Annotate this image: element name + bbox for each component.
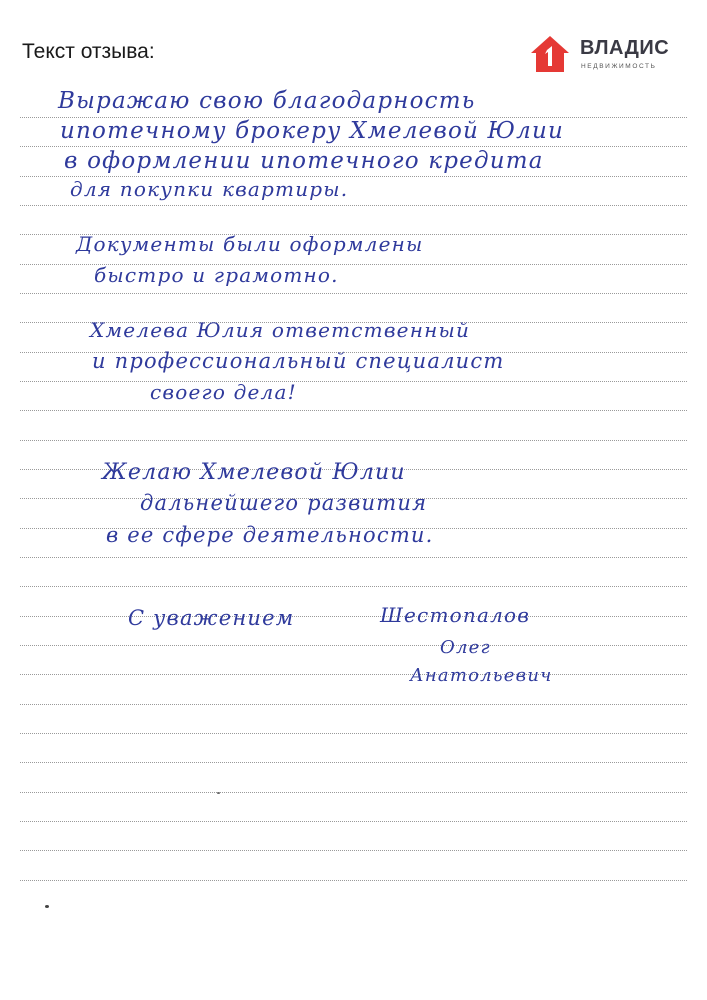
logo-name: ВЛАДИС <box>580 37 670 59</box>
ruled-line <box>20 733 687 734</box>
ruled-line <box>20 440 687 441</box>
ruled-line <box>20 557 687 558</box>
ruled-line <box>20 381 687 382</box>
ruled-line <box>20 792 687 793</box>
logo-subtitle: НЕДВИЖИМОСТЬ <box>581 63 657 70</box>
ruled-line <box>20 586 687 587</box>
handwritten-line: ипотечному брокеру Хмелевой Юлии <box>60 118 565 144</box>
ruled-line <box>20 880 687 881</box>
ruled-line <box>20 704 687 705</box>
ink-speck <box>217 792 220 794</box>
ruled-line <box>20 762 687 763</box>
ruled-line <box>20 821 687 822</box>
handwritten-line: в оформлении ипотечного кредита <box>64 148 544 174</box>
handwritten-line: своего дела! <box>150 380 297 404</box>
handwritten-line: быстро и грамотно. <box>94 263 339 287</box>
handwritten-line: Выражаю свою благодарность <box>58 88 476 114</box>
handwritten-line: дальнейшего развития <box>140 491 428 515</box>
ruled-line <box>20 146 687 147</box>
ruled-line <box>20 645 687 646</box>
signature-patronymic: Анатольевич <box>410 665 553 686</box>
ruled-line <box>20 293 687 294</box>
ruled-line <box>20 674 687 675</box>
signature-surname: Шестопалов <box>380 603 531 627</box>
ruled-line <box>20 410 687 411</box>
handwritten-line: Желаю Хмелевой Юлии <box>102 460 406 485</box>
ruled-line <box>20 205 687 206</box>
ruled-line <box>20 850 687 851</box>
handwritten-line: для покупки квартиры. <box>70 177 349 201</box>
signature-greeting: С уважением <box>128 606 295 630</box>
handwritten-line: Документы были оформлены <box>76 232 424 256</box>
handwritten-line: Хмелева Юлия ответственный <box>90 318 471 342</box>
handwritten-line: в ее сфере деятельности. <box>106 523 434 547</box>
ruled-line <box>20 616 687 617</box>
ink-speck <box>45 905 49 908</box>
page-title: Текст отзыва: <box>22 40 155 63</box>
signature-name: Олег <box>440 637 491 658</box>
handwritten-line: и профессиональный специалист <box>92 349 505 373</box>
